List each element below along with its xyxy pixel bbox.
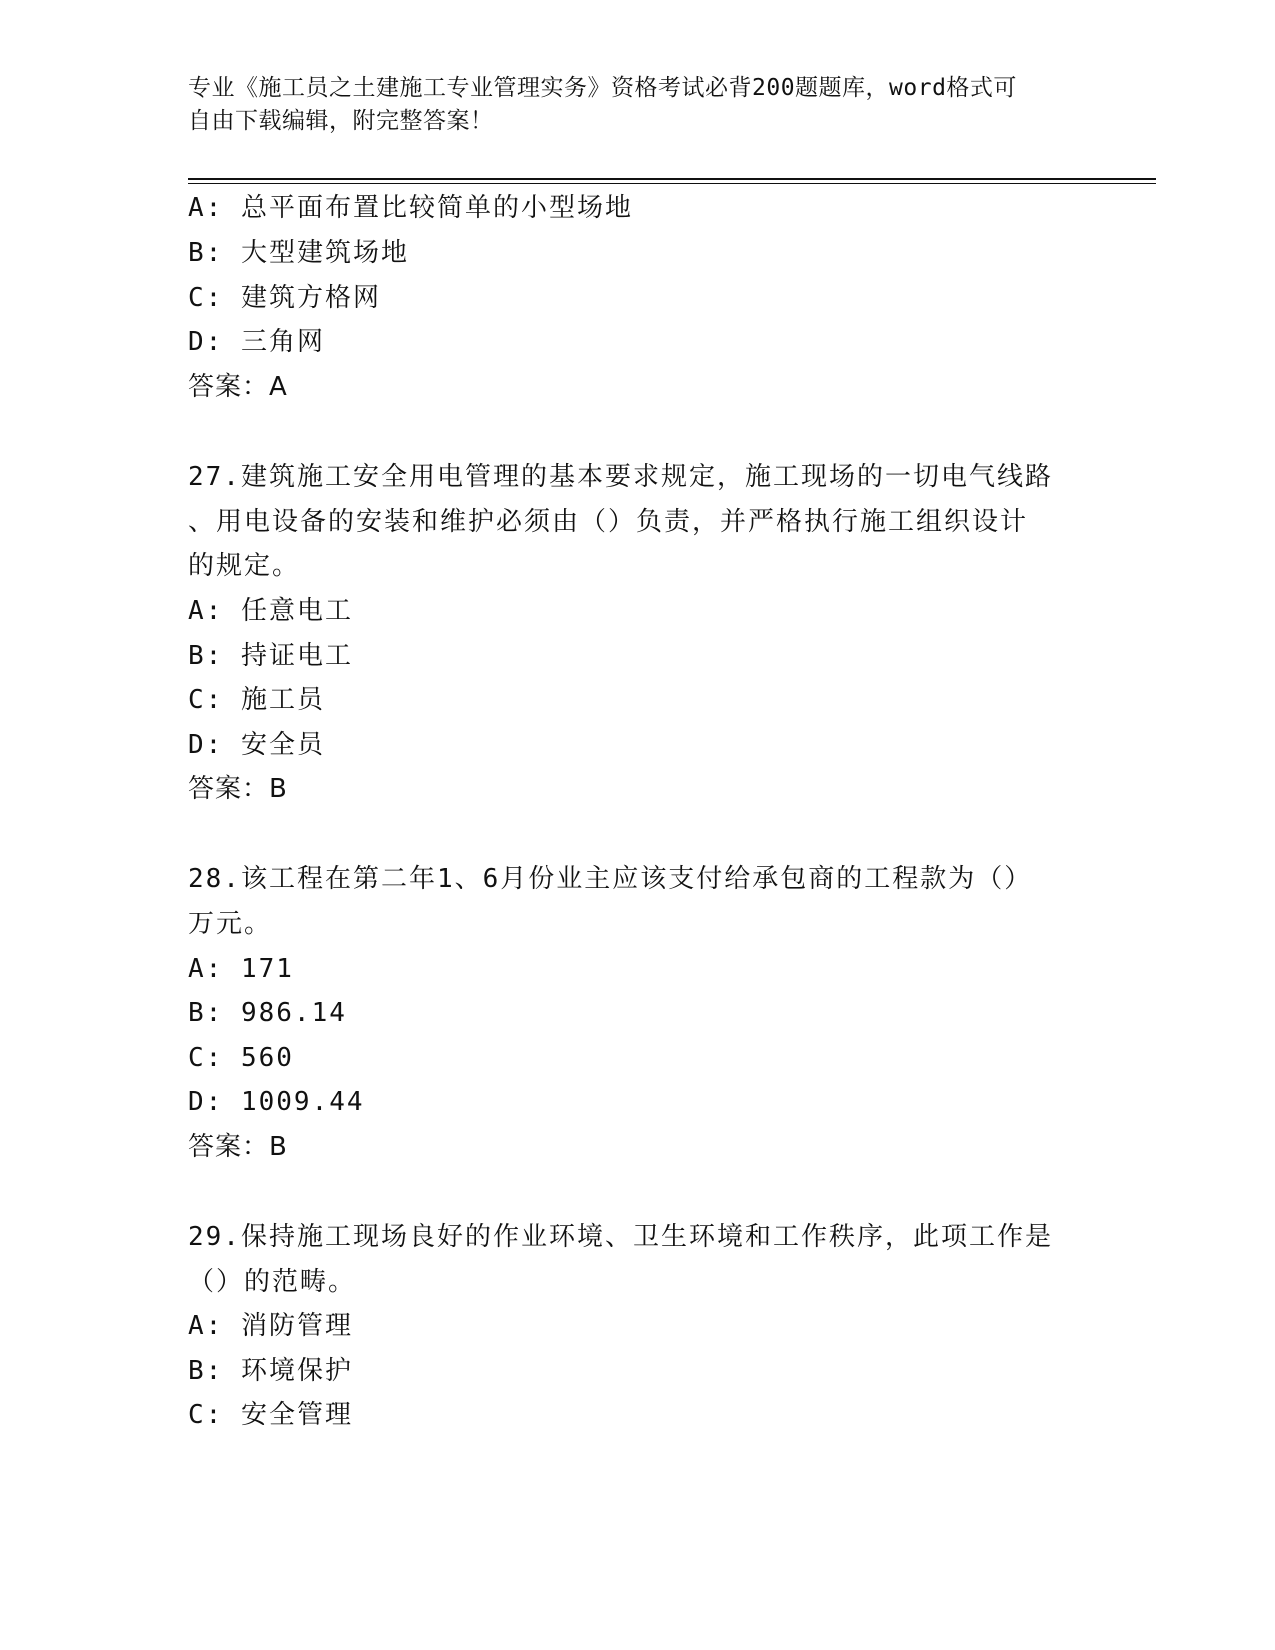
option-b: B: 大型建筑场地 <box>188 238 409 268</box>
q29-option-b: B: 环境保护 <box>188 1356 353 1386</box>
header-line-1: 专业《施工员之土建施工专业管理实务》资格考试必背200题题库，word格式可 <box>188 75 1017 101</box>
answer: 答案：A <box>188 372 288 402</box>
question-29-line-1: 29.保持施工现场良好的作业环境、卫生环境和工作秩序，此项工作是 <box>188 1222 1053 1252</box>
header-divider-thick <box>188 178 1156 180</box>
header-line-2: 自由下载编辑，附完整答案！ <box>188 108 494 134</box>
q28-answer: 答案：B <box>188 1132 288 1162</box>
question-27-line-2: 、用电设备的安装和维护必须由（）负责，并严格执行施工组织设计 <box>188 507 1029 537</box>
question-27-line-3: 的规定。 <box>188 551 301 581</box>
option-a: A: 总平面布置比较简单的小型场地 <box>188 193 633 223</box>
option-d: D: 三角网 <box>188 327 325 357</box>
q27-option-c: C: 施工员 <box>188 685 325 715</box>
option-c: C: 建筑方格网 <box>188 283 381 313</box>
q29-option-a: A: 消防管理 <box>188 1311 353 1341</box>
q28-option-b: B: 986.14 <box>188 998 347 1028</box>
q27-answer: 答案：B <box>188 774 288 804</box>
q27-option-d: D: 安全员 <box>188 730 325 760</box>
q27-option-a: A: 任意电工 <box>188 596 353 626</box>
q29-option-c: C: 安全管理 <box>188 1400 353 1430</box>
question-28-line-1: 28.该工程在第二年1、6月份业主应该支付给承包商的工程款为（） <box>188 864 1033 894</box>
q27-option-b: B: 持证电工 <box>188 641 353 671</box>
q28-option-a: A: 171 <box>188 954 294 984</box>
header-divider-thin <box>188 183 1156 184</box>
question-28-line-2: 万元。 <box>188 909 273 939</box>
question-27-line-1: 27.建筑施工安全用电管理的基本要求规定，施工现场的一切电气线路 <box>188 462 1053 492</box>
question-29-line-2: （）的范畴。 <box>188 1267 357 1297</box>
q28-option-c: C: 560 <box>188 1043 294 1073</box>
document-header <box>188 72 1068 138</box>
q28-option-d: D: 1009.44 <box>188 1087 365 1117</box>
